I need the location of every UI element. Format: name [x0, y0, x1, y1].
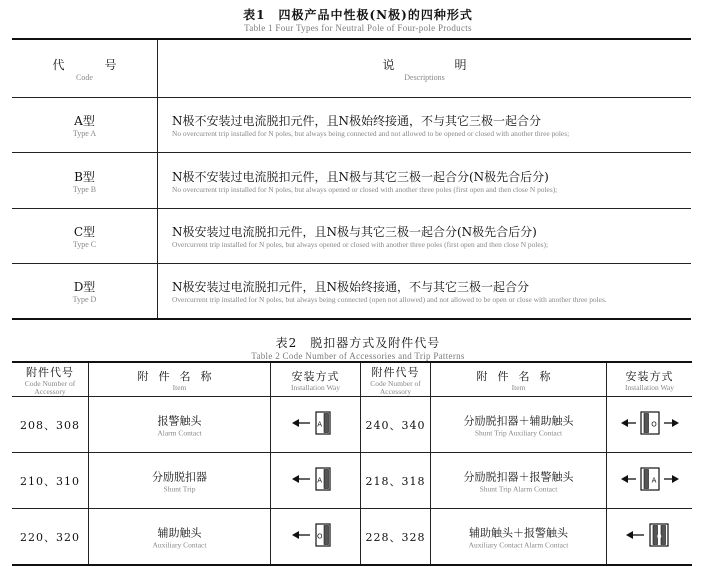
item-name: 分励脱扣器	[152, 470, 207, 483]
type-code-en: Type A	[72, 129, 97, 138]
type-desc-en: Overcurrent trip installed for N poles, but always opened or closed with another three poles (first open and then close N poles);	[172, 240, 548, 249]
type-code-cell	[12, 209, 158, 263]
install-diagram-left-arrow	[271, 521, 360, 553]
install-cell	[607, 509, 692, 564]
header-install-right	[607, 363, 692, 396]
install-header: 安装方式	[291, 369, 340, 383]
acc-code-cell	[361, 509, 431, 564]
double-arrow-icon	[620, 409, 680, 437]
install-diagram-both-arrows	[607, 465, 692, 497]
desc-header-zh: 说明	[382, 57, 527, 72]
acc-code: 228、328	[365, 530, 426, 544]
type-desc-en: Overcurrent trip installed for N poles, but always being connected (open not allowed) and not allowed to be open or close with another three poles.	[172, 295, 607, 304]
table1-caption	[0, 6, 716, 33]
type-desc: N极安装过电流脱扣元件，且N极与其它三极一起合分(N极先合后分)	[172, 225, 537, 239]
acc-code-cell	[361, 453, 431, 508]
acc-code: 240、340	[365, 418, 426, 432]
install-cell	[271, 509, 361, 564]
table2-header-row	[12, 363, 692, 397]
table2-title: 表2 脱扣器方式及附件代号	[275, 336, 441, 350]
left-arrow-icon	[291, 521, 341, 549]
item-header: 附件名称	[137, 369, 222, 383]
table1-header-code	[12, 40, 158, 97]
acc-code: 210、310	[20, 474, 80, 488]
item-name-en: Auxiliary Contact	[152, 540, 207, 549]
table-row	[12, 397, 692, 453]
slot-symbol: A	[316, 420, 322, 428]
item-cell	[89, 397, 271, 452]
type-code-cell	[12, 153, 158, 208]
acc-code: 218、318	[365, 474, 426, 488]
slot-symbol: A	[651, 476, 656, 484]
install-cell	[271, 453, 361, 508]
table-row	[12, 153, 691, 209]
table1-title-en: Table 1 Four Types for Neutral Pole of Four-pole Products	[244, 23, 472, 33]
acc-code: 220、320	[20, 530, 80, 544]
table1-header-row	[12, 40, 691, 98]
slot-symbol: O	[650, 420, 657, 428]
item-cell	[89, 453, 271, 508]
acc-code-cell	[12, 397, 89, 452]
table1-header-desc	[158, 40, 691, 97]
install-header-en: Installation Way	[624, 382, 675, 392]
left-arrow-icon	[291, 409, 341, 437]
install-diagram-left-arrow	[271, 465, 360, 497]
accessory-table	[12, 361, 692, 566]
install-cell	[607, 397, 692, 452]
item-cell	[431, 453, 607, 508]
type-desc-en: No overcurrent trip installed for N poles, but always being connected and not allowed to be opened or closed with another three poles;	[172, 129, 570, 138]
header-item-left	[89, 363, 271, 396]
item-name: 分励脱扣器＋报警触头	[463, 470, 574, 483]
item-name: 辅助触头＋报警触头	[469, 526, 568, 539]
desc-header-en: Descriptions	[404, 72, 445, 82]
type-code-en: Type B	[72, 184, 97, 194]
item-name-en: Auxiliary Contact Alarm Contact	[468, 540, 569, 549]
acc-code-header-en: Code Number of Accessory	[24, 378, 76, 396]
type-code-cell	[12, 98, 158, 152]
item-name-en: Shunt Trip Alarm Contact	[479, 484, 558, 493]
item-name-en: Shunt Trip	[163, 484, 196, 493]
type-desc-cell	[158, 209, 691, 263]
item-header-en: Item	[511, 382, 526, 392]
item-cell	[89, 509, 271, 564]
slot-symbol: O	[656, 533, 662, 540]
item-name-en: Alarm Contact	[157, 428, 202, 437]
acc-code-header-en: Code Number of Accessory	[370, 378, 421, 396]
code-header-en: Code	[76, 72, 93, 82]
install-cell	[271, 397, 361, 452]
acc-code-header: 附件代号	[26, 365, 74, 379]
item-name: 报警触头	[157, 414, 202, 427]
type-desc: N极不安装过电流脱扣元件，且N极始终接通，不与其它三极一起合分	[172, 114, 542, 128]
item-header: 附件名称	[476, 369, 561, 383]
acc-code-cell	[12, 453, 89, 508]
install-diagram-left-arrow	[271, 409, 360, 441]
type-desc: N极安装过电流脱扣元件，且N极始终接通，不与其它三极一起合分	[172, 280, 530, 294]
slot-symbol: A	[316, 476, 322, 484]
header-item-right	[431, 363, 607, 396]
double-arrow-icon	[620, 465, 680, 493]
acc-code-cell	[12, 509, 89, 564]
item-cell	[431, 397, 607, 452]
acc-code: 208、308	[20, 418, 80, 432]
header-acc-code-right	[361, 363, 431, 396]
type-code-en: Type C	[72, 240, 97, 249]
header-acc-code-left	[12, 363, 89, 396]
neutral-pole-table	[12, 38, 691, 320]
item-cell	[431, 509, 607, 564]
slot-symbol: O	[316, 532, 322, 540]
install-diagram-left-arrow	[607, 521, 692, 553]
table2-caption	[0, 334, 716, 361]
type-desc-en: No overcurrent trip installed for N poles, but always opened or closed with another three poles (first open and then close N poles);	[172, 184, 558, 194]
install-diagram-both-arrows	[607, 409, 692, 441]
table-row	[12, 264, 691, 318]
table1-title: 表1 四极产品中性极(N极)的四种形式	[243, 8, 473, 22]
header-install-left	[271, 363, 361, 396]
left-arrow-icon	[291, 465, 341, 493]
install-cell	[607, 453, 692, 508]
table-row	[12, 209, 691, 264]
type-code-cell	[12, 264, 158, 318]
type-desc-cell	[158, 153, 691, 208]
left-arrow-icon	[625, 521, 675, 549]
type-code-en: Type D	[72, 295, 97, 304]
type-desc: N极不安装过电流脱扣元件，且N极与其它三极一起合分(N极先合后分)	[172, 169, 549, 184]
acc-code-header: 附件代号	[371, 365, 420, 379]
item-name: 分励脱扣器＋辅助触头	[463, 414, 574, 427]
table2-title-en: Table 2 Code Number of Accessories and Trip Patterns	[251, 351, 465, 361]
item-name: 辅助触头	[157, 526, 202, 539]
type-code: A型	[74, 114, 95, 128]
item-name-en: Shunt Trip Auxiliary Contact	[474, 428, 563, 437]
table-row	[12, 509, 692, 564]
type-desc-cell	[158, 98, 691, 152]
type-code: B型	[74, 169, 95, 184]
table-row	[12, 453, 692, 509]
acc-code-cell	[361, 397, 431, 452]
type-code: C型	[73, 225, 96, 239]
type-code: D型	[73, 280, 96, 294]
type-desc-cell	[158, 264, 691, 318]
item-header-en: Item	[172, 382, 187, 392]
code-header-zh: 代号	[52, 57, 157, 72]
install-header-en: Installation Way	[290, 382, 341, 392]
table-row	[12, 98, 691, 153]
install-header: 安装方式	[625, 369, 674, 383]
